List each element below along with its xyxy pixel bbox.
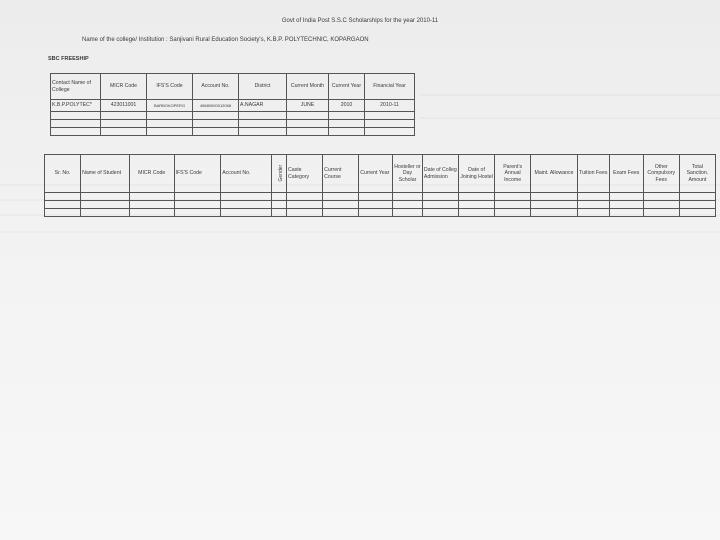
cell-district: A.NAGAR [239,100,287,112]
col-contact-name: Contact Name of College [51,74,101,100]
cell-college-name: K.B.P.POLYTEC* [51,100,101,112]
student-blank-row [45,193,716,201]
col-student-name: Name of Student [81,155,130,193]
col-current-year: Current Year [329,74,365,100]
cell-ifsc: BARBOKOPERG [147,100,193,112]
col-other-fees: Other Compulsory Fees [643,155,679,193]
cell-fin-year: 2010-11 [365,100,415,112]
col-caste-category: Caste Category [287,155,323,193]
college-blank-row [51,120,415,128]
institution-line: Name of the college/ Institution : Sanjivani Rural Education Society's, K.B.P. POLYTECHNIC, KOPARGAON [82,37,369,43]
col-exam-fees: Exam Fees [609,155,643,193]
cell-micr: 423011001 [101,100,147,112]
cell-month: JUNE [287,100,329,112]
col-hostel-joining: Date of Joining Hostel [458,155,494,193]
college-details-table [50,73,415,136]
col-sr-no: Sr. No. [45,155,81,193]
student-blank-row [45,201,716,209]
gender-label: Gender [278,165,285,182]
col-current-course: Current Course [323,155,359,193]
student-header-row [45,155,716,193]
cell-account: 45680000012068 [193,100,239,112]
col-current-year: Current Year [359,155,393,193]
col-micr-code: MICR Code [129,155,174,193]
cell-year: 2010 [329,100,365,112]
col-micr-code: MICR Code [101,74,147,100]
col-hosteller: Hosteller or Day Scholar [393,155,423,193]
col-ifsc-code: IFS'S Code [174,155,221,193]
col-ifsc-code: IFS'S Code [147,74,193,100]
college-blank-row [51,128,415,136]
college-header-row [51,74,415,100]
col-current-month: Current Month [287,74,329,100]
document-title: Govt of India Post S.S.C Scholarships for the year 2010-11 [281,18,439,24]
col-account-no: Account No. [193,74,239,100]
col-tuition-fees: Tuition Fees [577,155,609,193]
col-total-sanction: Total Sanction. Amount [679,155,715,193]
section-label: SBC FREESHIP [48,56,89,62]
college-data-row [51,100,415,112]
col-gender [272,155,287,193]
student-details-table [44,154,716,217]
col-district: District [239,74,287,100]
col-maint-allowance: Maint. Allowance [531,155,578,193]
col-admission-date: Date of Colleg Admission [422,155,458,193]
col-parent-income: Parent's Annual Income [495,155,531,193]
col-financial-year: Financial Year [365,74,415,100]
college-blank-row [51,112,415,120]
student-blank-row [45,209,716,217]
col-account-no: Account No. [221,155,272,193]
